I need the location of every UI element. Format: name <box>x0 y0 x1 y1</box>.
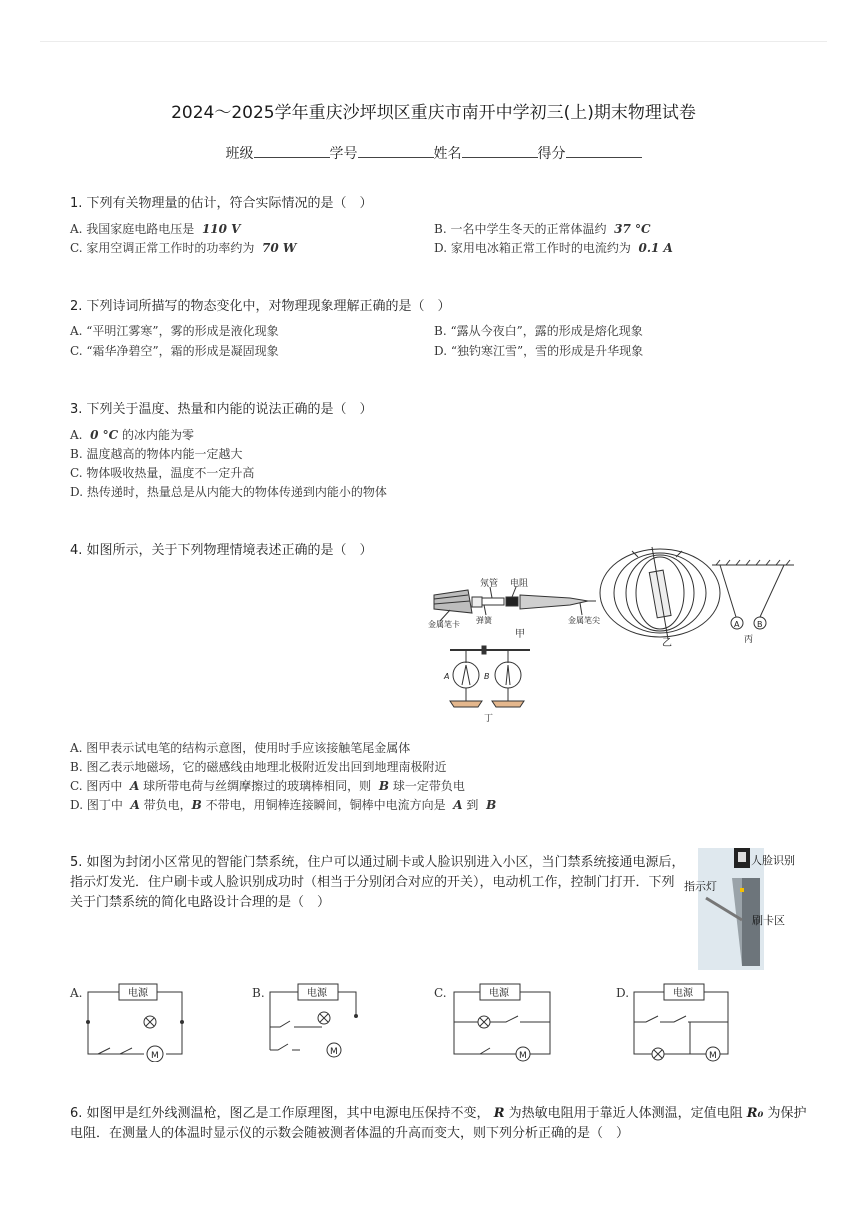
label-face-recognition: 人脸识别 <box>751 854 795 867</box>
q2-option-a[interactable]: A. “平明江雾寒”，雾的形成是液化现象 <box>70 324 279 338</box>
circuit-a-schematic <box>84 982 189 1062</box>
id-blank[interactable] <box>358 143 434 158</box>
q4-c-part3: 球一定带负电 <box>392 779 465 793</box>
q6-thermistor-symbol: R <box>493 1106 505 1121</box>
circuit-c-power: 电源 <box>489 988 509 999</box>
q4-d-from: A <box>453 798 463 812</box>
name-label: 姓名 <box>433 146 462 162</box>
circuit-c-schematic <box>450 982 555 1062</box>
circuit-c-label: C. <box>434 986 447 1000</box>
label-card-area: 刷卡区 <box>752 914 785 927</box>
label-nav: 氖管 <box>480 579 499 589</box>
q4-d-part2: 带负电， <box>143 798 192 812</box>
question-6-stem <box>70 1104 806 1144</box>
q6-stem-part1: 6. 如图甲是红外线测温枪，图乙是工作原理图，其中电源电压保持不变， <box>70 1106 490 1121</box>
q4-d-part3: 不带电，用铜棒连接瞬间，铜棒中电流方向是 <box>205 798 446 812</box>
circuit-d-schematic <box>630 982 735 1062</box>
student-info-line <box>0 143 867 163</box>
q2-option-c[interactable]: C. “霜华净碧空”，霜的形成是凝固现象 <box>70 344 279 358</box>
q1-a-text: A. 我国家庭电路电压是 <box>70 222 195 236</box>
q4-c-ball-a: A <box>130 779 140 793</box>
q2-option-d[interactable]: D. “独钓寒江雪”，雪的形成是升华现象 <box>434 344 644 358</box>
label-yi: 乙 <box>662 638 672 649</box>
q6-stem-part2: 为热敏电阻用于靠近人体测温，定值电阻 <box>508 1106 743 1121</box>
circuit-b-label: B. <box>252 986 265 1000</box>
q5-stem-line3: 关于门禁系统的简化电路设计合理的是（ ） <box>70 895 331 910</box>
question-1-stem: 1. 下列有关物理量的估计，符合实际情况的是（ ） <box>70 196 373 211</box>
page-title: 2024～2025学年重庆沙坪坝区重庆市南开中学初三(上)期末物理试卷 <box>171 103 696 123</box>
label-electroscope-b: B <box>484 672 490 681</box>
top-rule <box>40 41 827 42</box>
q5-stem-line2: 指示灯发光．住户刷卡或人脸识别成功时（相当于分别闭合对应的开关），电动机工作，控制门打开．下列 <box>70 875 675 890</box>
q1-option-c[interactable] <box>70 239 296 256</box>
circuit-b-schematic <box>266 982 376 1062</box>
q6-stem-line1 <box>70 1104 806 1124</box>
q1-b-value: 37 °C <box>614 222 651 236</box>
circuit-a-label: A. <box>70 986 83 1000</box>
q5-stem-line1: 5. 如图为封闭小区常见的智能门禁系统，住户可以通过刷卡或人脸识别进入小区，当门禁系统接通电源后， <box>70 855 685 870</box>
question-3-stem: 3. 下列关于温度、热量和内能的说法正确的是（ ） <box>70 402 373 417</box>
hanging-balls-diagram <box>712 560 794 629</box>
q4-d-part1: D. 图丁中 <box>70 798 123 812</box>
q3-a-prefix: A. <box>70 428 83 442</box>
label-electroscope-a: A <box>444 672 450 681</box>
question-5-stem <box>70 853 685 913</box>
label-bing: 丙 <box>744 635 754 645</box>
q4-d-ball-a: A <box>130 798 140 812</box>
q1-option-a[interactable] <box>70 220 240 237</box>
q1-d-value: 0.1 A <box>638 241 673 255</box>
circuit-d-power: 电源 <box>673 988 693 999</box>
q1-option-b[interactable] <box>434 220 651 237</box>
q4-option-c[interactable] <box>70 777 465 794</box>
q1-c-text: C. 家用空调正常工作时的功率约为 <box>70 241 255 255</box>
q3-option-d[interactable]: D. 热传递时，热量总是从内能大的物体传递到内能小的物体 <box>70 485 387 499</box>
class-blank[interactable] <box>254 143 330 158</box>
q4-option-a[interactable]: A. 图甲表示试电笔的结构示意图，使用时手应该接触笔尾金属体 <box>70 741 411 755</box>
circuit-b-power: 电源 <box>307 988 327 999</box>
id-label: 学号 <box>329 146 358 162</box>
label-jia: 甲 <box>515 629 525 640</box>
class-label: 班级 <box>225 146 254 162</box>
label-metal-tip: 金属笔尖 <box>568 616 600 625</box>
q4-c-part1: C. 图丙中 <box>70 779 123 793</box>
q6-stem-line2: 电阻．在测量人的体温时显示仪的示数会随被测者体温的升高而变大，则下列分析正确的是（ ） <box>70 1126 630 1141</box>
score-blank[interactable] <box>566 143 642 158</box>
q1-c-value: 70 W <box>262 241 297 255</box>
q4-c-ball-b: B <box>378 779 389 793</box>
q3-option-c[interactable]: C. 物体吸收热量，温度不一定升高 <box>70 466 255 480</box>
q4-option-b[interactable]: B. 图乙表示地磁场，它的磁感线由地理北极附近发出回到地理南极附近 <box>70 760 447 774</box>
q1-a-value: 110 V <box>201 222 241 236</box>
q4-c-part2: 球所带电荷与丝绸摩擦过的玻璃棒相同，则 <box>143 779 372 793</box>
electroscope-diagram <box>450 646 530 707</box>
label-metal-cap: 金属笔卡 <box>428 620 460 629</box>
label-ball-a: A <box>734 620 740 629</box>
label-indicator-light: 指示灯 <box>684 880 717 893</box>
q2-option-b[interactable]: B. “露从今夜白”，露的形成是熔化现象 <box>434 324 643 338</box>
q3-option-b[interactable]: B. 温度越高的物体内能一定越大 <box>70 447 243 461</box>
score-label: 得分 <box>537 146 566 162</box>
label-spring: 弹簧 <box>476 616 492 625</box>
q4-d-to: B <box>486 798 497 812</box>
q3-a-value: 0 °C <box>90 428 119 442</box>
earth-magnetic-field-diagram <box>600 547 720 639</box>
q1-option-d[interactable] <box>434 239 673 256</box>
circuit-a-motor: M <box>151 1051 159 1061</box>
circuit-d-motor: M <box>709 1051 717 1061</box>
question-4-stem: 4. 如图所示，关于下列物理情境表述正确的是（ ） <box>70 543 373 558</box>
q1-d-text: D. 家用电冰箱正常工作时的电流约为 <box>434 241 631 255</box>
q6-resistor-symbol: R₀ <box>746 1106 764 1121</box>
q4-d-ball-b: B <box>191 798 202 812</box>
q5-gate-photo <box>682 848 800 972</box>
q1-b-text: B. 一名中学生冬天的正常体温约 <box>434 222 607 236</box>
q4-option-d[interactable] <box>70 796 496 813</box>
label-ding: 丁 <box>484 714 494 724</box>
q4-figure <box>420 543 800 725</box>
q4-d-part4: 到 <box>466 798 479 812</box>
q3-option-a[interactable] <box>70 426 194 443</box>
q3-a-suffix: 的冰内能为零 <box>122 428 195 442</box>
indicator-light-icon <box>740 888 744 892</box>
circuit-c-motor: M <box>519 1051 527 1061</box>
label-ball-b: B <box>757 620 763 629</box>
circuit-a-power: 电源 <box>128 988 148 999</box>
question-2-stem: 2. 下列诗词所描写的物态变化中，对物理现象理解正确的是（ ） <box>70 299 451 314</box>
circuit-b-motor: M <box>330 1047 338 1057</box>
q6-stem-part3: 为保护 <box>767 1106 807 1121</box>
label-resistor: 电阻 <box>510 579 529 589</box>
name-blank[interactable] <box>462 143 538 158</box>
circuit-d-label: D. <box>616 986 630 1000</box>
